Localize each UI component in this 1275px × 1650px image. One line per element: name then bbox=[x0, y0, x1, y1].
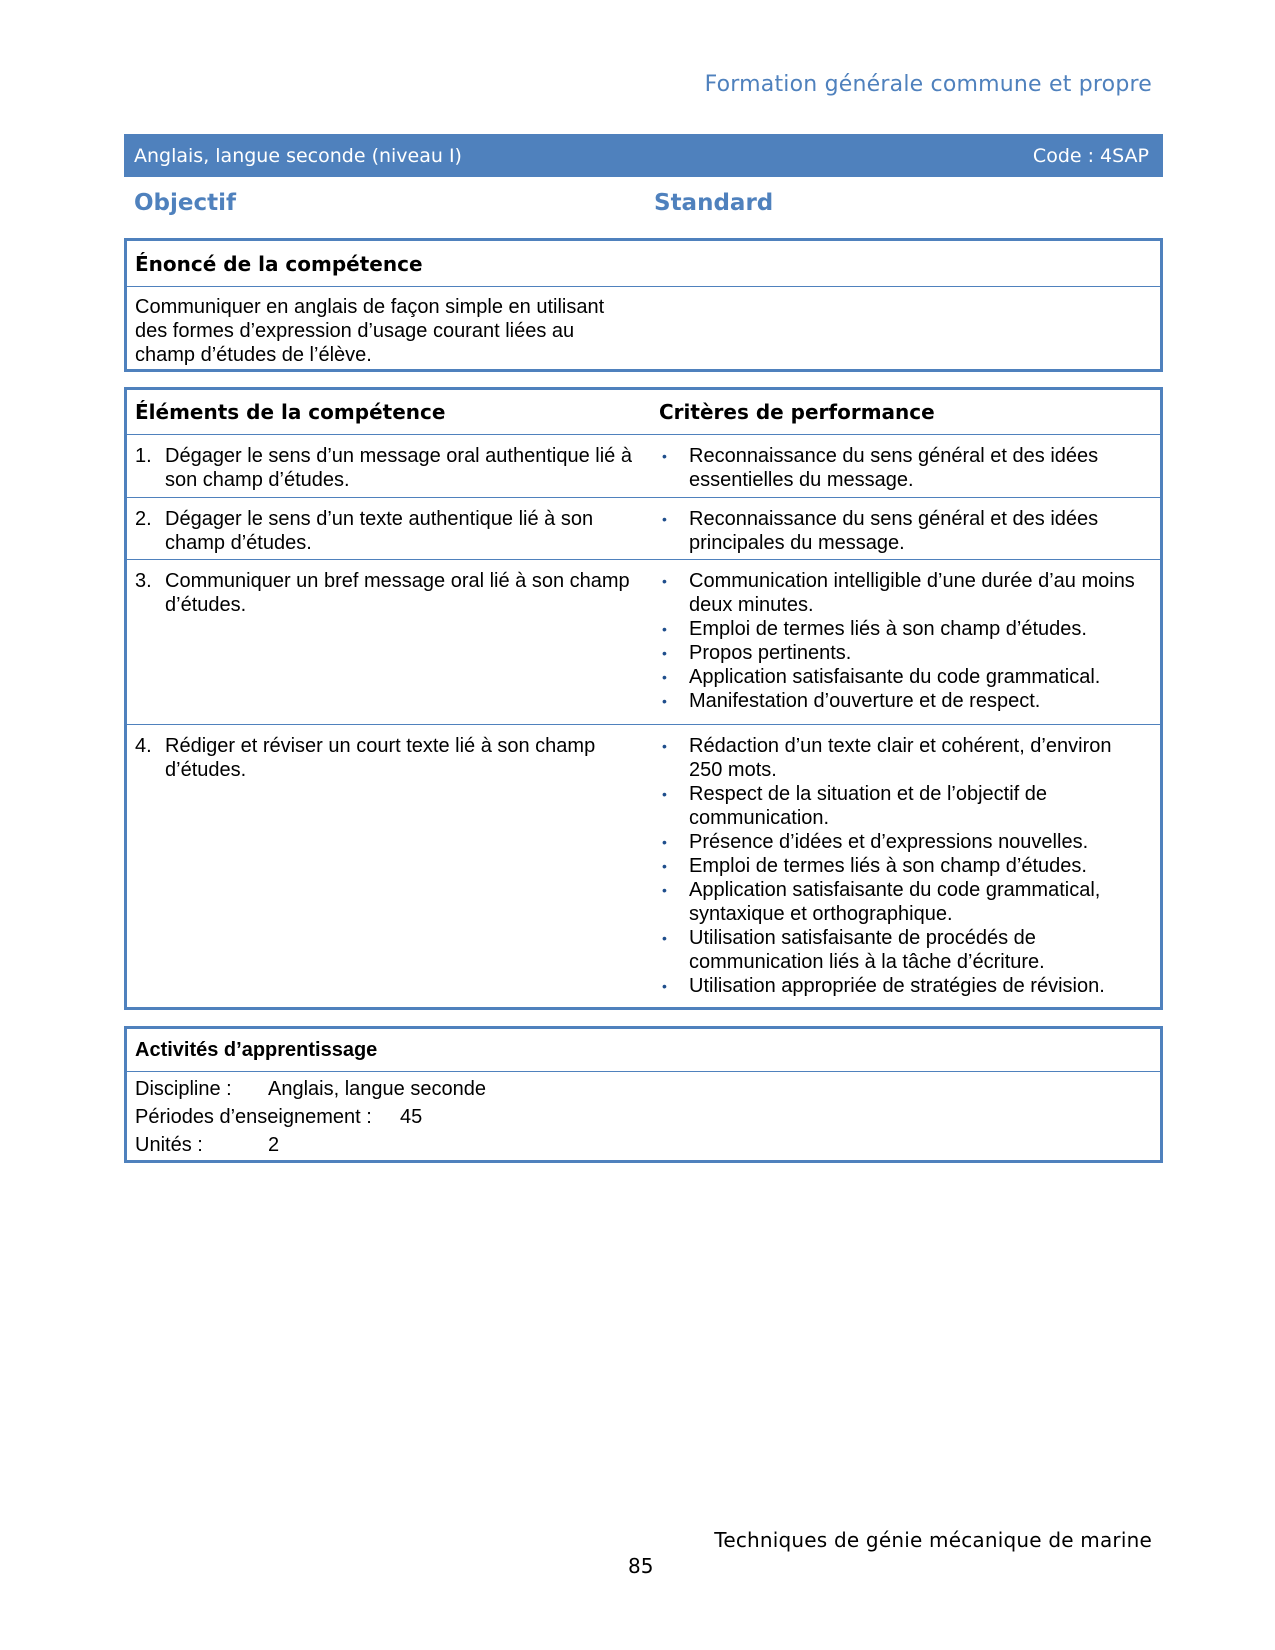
table-row bbox=[127, 560, 1160, 725]
unites-value: 2 bbox=[268, 1134, 280, 1156]
element-text: Dégager le sens d’un message oral authentique lié à son champ d’études. bbox=[165, 445, 632, 491]
bullet-icon: • bbox=[662, 511, 667, 527]
section-title: Formation générale commune et propre bbox=[704, 72, 1152, 97]
criterion-item bbox=[659, 974, 1146, 998]
bullet-icon: • bbox=[662, 669, 667, 685]
periodes-value: 45 bbox=[400, 1106, 423, 1128]
criteria-cell bbox=[654, 435, 1160, 497]
criterion-text: Application satisfaisante du code grammatical. bbox=[689, 666, 1101, 688]
bullet-icon: • bbox=[662, 573, 667, 589]
page-number: 85 bbox=[628, 1554, 654, 1578]
criterion-text: Emploi de termes liés à son champ d’études. bbox=[689, 855, 1087, 877]
criterion-text: Communication intelligible d’une durée d’au moins deux minutes. bbox=[689, 570, 1135, 616]
bullet-icon: • bbox=[662, 978, 667, 994]
element-cell bbox=[127, 725, 654, 1010]
element-number: 2. bbox=[135, 508, 152, 530]
objectif-label: Objectif bbox=[134, 190, 237, 216]
elements-column-header: Éléments de la compétence bbox=[135, 400, 446, 424]
bullet-icon: • bbox=[662, 930, 667, 946]
criteria-cell bbox=[654, 560, 1160, 724]
footer-program-title: Techniques de génie mécanique de marine bbox=[714, 1528, 1152, 1552]
criterion-item bbox=[659, 734, 1146, 782]
criterion-item bbox=[659, 665, 1146, 689]
element-text: Dégager le sens d’un texte authentique lié à son champ d’études. bbox=[165, 508, 594, 554]
criterion-text: Application satisfaisante du code grammatical, syntaxique et orthographique. bbox=[689, 879, 1101, 925]
enonce-heading: Énoncé de la compétence bbox=[127, 241, 1160, 287]
activites-heading: Activités d’apprentissage bbox=[127, 1029, 1160, 1072]
criteria-cell bbox=[654, 725, 1160, 1010]
element-text: Communiquer un bref message oral lié à son champ d’études. bbox=[165, 570, 630, 616]
criterion-text: Rédaction d’un texte clair et cohérent, d’environ 250 mots. bbox=[689, 735, 1112, 781]
criterion-text: Propos pertinents. bbox=[689, 642, 852, 664]
elements-table bbox=[124, 387, 1163, 1010]
discipline-line bbox=[135, 1075, 1152, 1103]
periodes-label: Périodes d’enseignement : bbox=[135, 1106, 372, 1128]
unites-line bbox=[135, 1131, 1152, 1159]
element-number: 3. bbox=[135, 570, 152, 592]
criterion-text: Respect de la situation et de l’objectif de communication. bbox=[689, 783, 1047, 829]
element-text: Rédiger et réviser un court texte lié à son champ d’études. bbox=[165, 735, 596, 781]
unites-label: Unités : bbox=[135, 1134, 203, 1156]
course-code: Code : 4SAP bbox=[1032, 144, 1149, 167]
criterion-text: Emploi de termes liés à son champ d’études. bbox=[689, 618, 1087, 640]
element-number: 1. bbox=[135, 445, 152, 467]
criterion-text: Reconnaissance du sens général et des idées principales du message. bbox=[689, 508, 1099, 554]
criterion-text: Manifestation d’ouverture et de respect. bbox=[689, 690, 1041, 712]
criterion-item bbox=[659, 782, 1146, 830]
discipline-value: Anglais, langue seconde bbox=[268, 1078, 486, 1100]
bullet-icon: • bbox=[662, 645, 667, 661]
column-labels bbox=[124, 190, 1163, 224]
elements-table-header bbox=[127, 390, 1160, 435]
bullet-icon: • bbox=[662, 448, 667, 464]
criterion-item bbox=[659, 830, 1146, 854]
criterion-item bbox=[659, 854, 1146, 878]
enonce-text: Communiquer en anglais de façon simple en utilisant des formes d’expression d’usage courant liées au champ d’études de l’élève. bbox=[135, 296, 605, 366]
bullet-icon: • bbox=[662, 786, 667, 802]
activites-details bbox=[127, 1072, 1160, 1167]
bullet-icon: • bbox=[662, 738, 667, 754]
course-title-bar bbox=[124, 134, 1163, 177]
activites-box bbox=[124, 1026, 1163, 1163]
criteria-column-header: Critères de performance bbox=[659, 400, 935, 424]
enonce-box bbox=[124, 238, 1163, 372]
course-title: Anglais, langue seconde (niveau I) bbox=[134, 144, 462, 167]
criterion-item bbox=[659, 878, 1146, 926]
table-row bbox=[127, 498, 1160, 560]
criterion-item bbox=[659, 507, 1146, 555]
criterion-item bbox=[659, 641, 1146, 665]
bullet-icon: • bbox=[662, 834, 667, 850]
criterion-item bbox=[659, 689, 1146, 713]
criterion-text: Reconnaissance du sens général et des idées essentielles du message. bbox=[689, 445, 1099, 491]
criterion-text: Utilisation appropriée de stratégies de révision. bbox=[689, 975, 1105, 997]
discipline-label: Discipline : bbox=[135, 1078, 232, 1100]
bullet-icon: • bbox=[662, 882, 667, 898]
element-number: 4. bbox=[135, 735, 152, 757]
standard-label: Standard bbox=[654, 190, 774, 216]
criterion-item bbox=[659, 444, 1146, 492]
criterion-text: Présence d’idées et d’expressions nouvelles. bbox=[689, 831, 1089, 853]
periodes-line bbox=[135, 1103, 1152, 1131]
bullet-icon: • bbox=[662, 693, 667, 709]
criteria-cell bbox=[654, 498, 1160, 559]
element-cell bbox=[127, 435, 654, 497]
table-row bbox=[127, 725, 1160, 1010]
element-cell bbox=[127, 560, 654, 724]
criterion-text: Utilisation satisfaisante de procédés de communication liés à la tâche d’écriture. bbox=[689, 927, 1045, 973]
bullet-icon: • bbox=[662, 858, 667, 874]
criterion-item bbox=[659, 569, 1146, 617]
table-row bbox=[127, 435, 1160, 498]
element-cell bbox=[127, 498, 654, 559]
criterion-item bbox=[659, 617, 1146, 641]
bullet-icon: • bbox=[662, 621, 667, 637]
criterion-item bbox=[659, 926, 1146, 974]
